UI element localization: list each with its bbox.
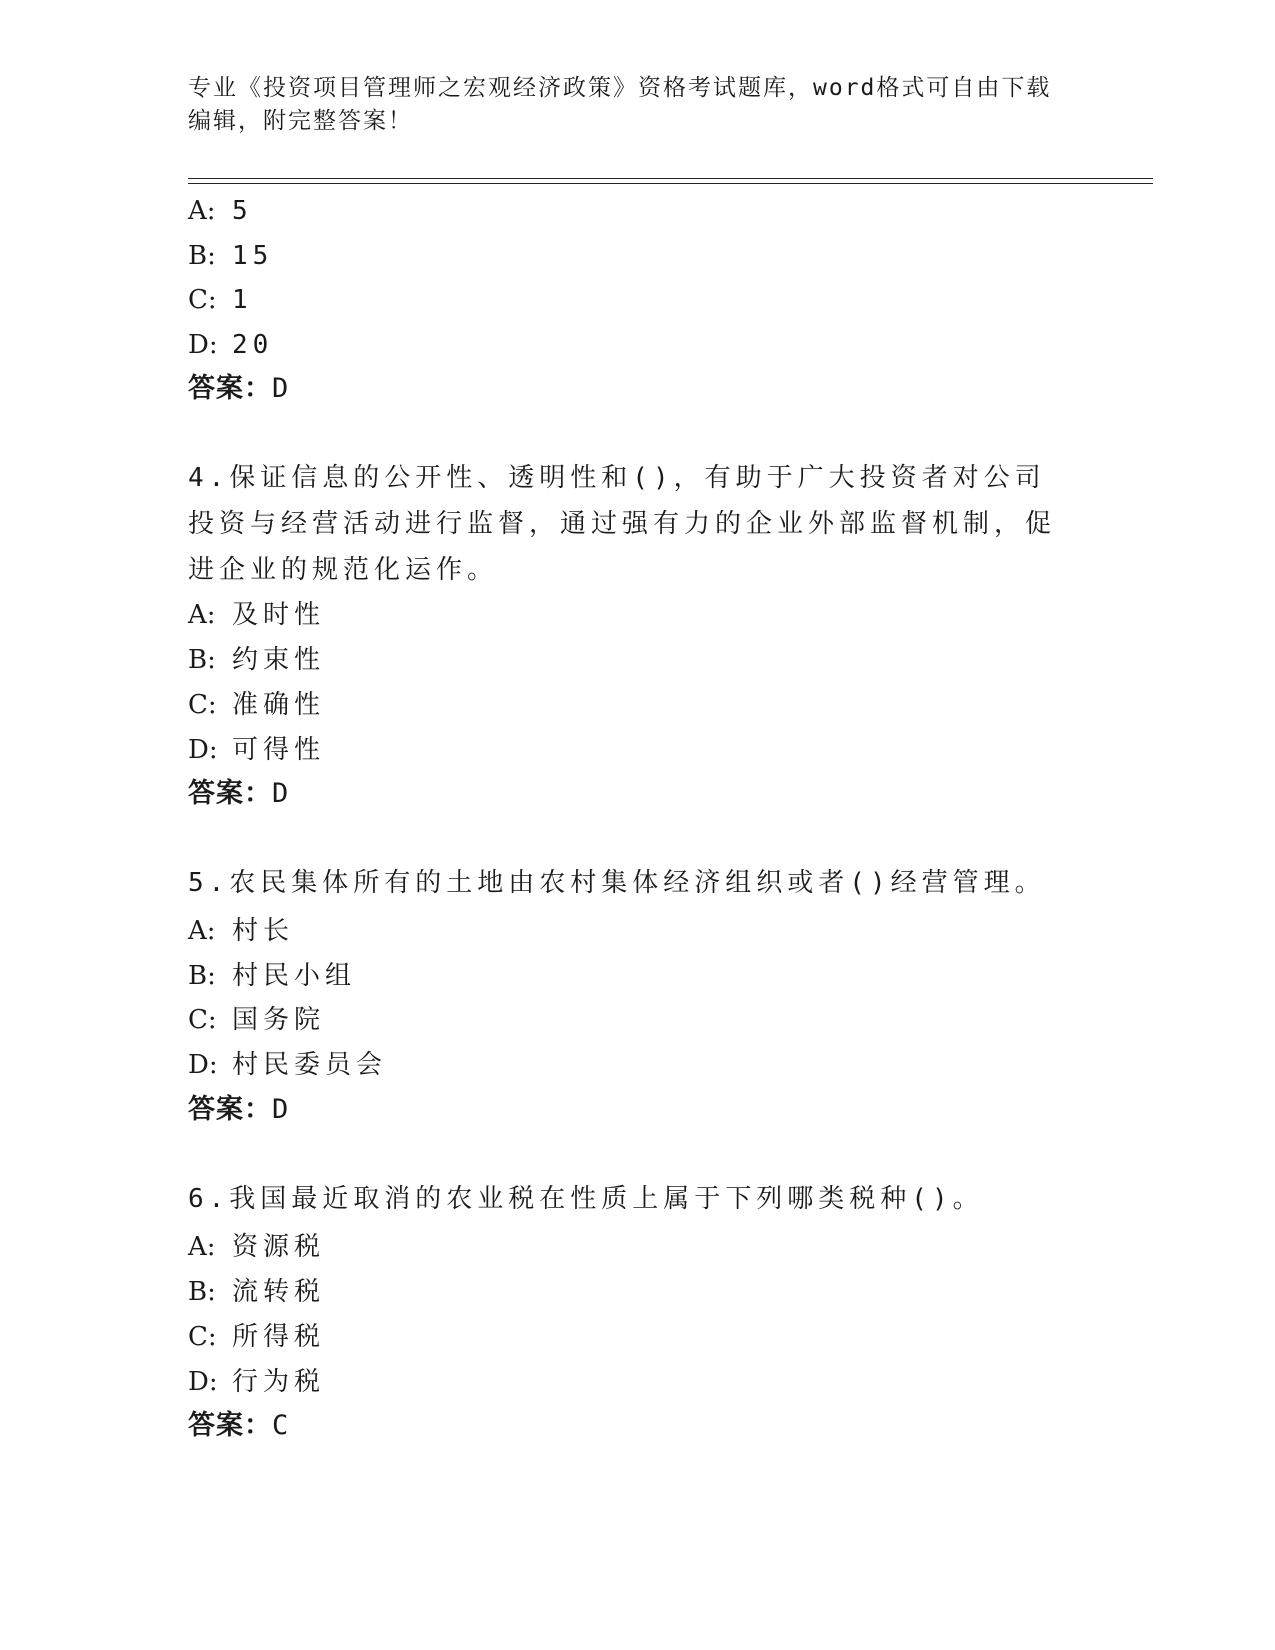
option-label: D: — [188, 1050, 218, 1080]
option-label: A: — [188, 916, 216, 946]
q6-option-d — [188, 1367, 325, 1397]
option-label: B: — [188, 1277, 216, 1307]
q4-option-a — [188, 600, 325, 630]
header-divider-top — [188, 178, 1153, 179]
option-label: D: — [188, 330, 218, 360]
answer-value: D — [272, 778, 290, 809]
q4-option-b — [188, 645, 325, 675]
option-label: C: — [188, 690, 217, 720]
option-value: 村长 — [232, 916, 295, 946]
answer-value: D — [272, 373, 290, 404]
option-label: A: — [188, 600, 216, 630]
q3-option-a — [188, 196, 253, 226]
option-label: D: — [188, 1367, 218, 1397]
document-header: 专业《投资项目管理师之宏观经济政策》资格考试题库，word格式可自由下载编辑，附完整答案！ — [188, 75, 1052, 134]
q4-option-d — [188, 735, 325, 765]
q6-option-b — [188, 1277, 325, 1307]
option-label: A: — [188, 196, 216, 226]
answer-value: C — [272, 1410, 290, 1441]
q5-question-text: 5.农民集体所有的土地由农村集体经济组织或者()经营管理。 — [188, 868, 1046, 898]
option-value: 1 — [232, 285, 253, 315]
q5-option-d — [188, 1050, 387, 1080]
option-label: C: — [188, 285, 217, 315]
q5-option-b — [188, 961, 356, 991]
option-value: 准确性 — [232, 690, 326, 720]
answer-label: 答案： — [188, 1410, 272, 1441]
answer-label: 答案： — [188, 1094, 272, 1125]
option-label: D: — [188, 735, 218, 765]
option-value: 资源税 — [232, 1232, 326, 1262]
q3-option-b — [188, 241, 273, 271]
option-value: 20 — [232, 330, 274, 360]
q6-option-a — [188, 1232, 325, 1262]
answer-value: D — [272, 1094, 290, 1125]
option-label: B: — [188, 645, 216, 675]
option-value: 及时性 — [232, 600, 326, 630]
q5-answer — [188, 1095, 289, 1125]
q3-option-c — [188, 285, 253, 315]
q6-answer — [188, 1411, 289, 1441]
option-value: 5 — [232, 196, 253, 226]
option-label: C: — [188, 1322, 217, 1352]
q3-option-d — [188, 330, 273, 360]
answer-label: 答案： — [188, 373, 272, 404]
option-value: 村民小组 — [232, 961, 357, 991]
q4-option-c — [188, 690, 325, 720]
q4-question-text: 4.保证信息的公开性、透明性和()，有助于广大投资者对公司投资与经营活动进行监督，通过强有力的企业外部监督机制，促进企业的规范化运作。 — [188, 463, 1057, 585]
q5-option-a — [188, 916, 294, 946]
option-value: 15 — [232, 241, 274, 271]
option-value: 约束性 — [232, 645, 326, 675]
option-label: B: — [188, 961, 216, 991]
answer-label: 答案： — [188, 778, 272, 809]
option-value: 可得性 — [232, 735, 326, 765]
option-label: B: — [188, 241, 216, 271]
option-value: 所得税 — [232, 1322, 326, 1352]
q4-answer — [188, 779, 289, 809]
option-label: A: — [188, 1232, 216, 1262]
option-label: C: — [188, 1005, 217, 1035]
q6-option-c — [188, 1322, 325, 1352]
header-divider-bottom — [188, 183, 1153, 184]
q5-option-c — [188, 1005, 325, 1035]
option-value: 村民委员会 — [232, 1050, 388, 1080]
option-value: 国务院 — [232, 1005, 326, 1035]
q3-answer — [188, 374, 289, 404]
option-value: 流转税 — [232, 1277, 326, 1307]
q6-question-text: 6.我国最近取消的农业税在性质上属于下列哪类税种()。 — [188, 1184, 984, 1214]
option-value: 行为税 — [232, 1367, 326, 1397]
